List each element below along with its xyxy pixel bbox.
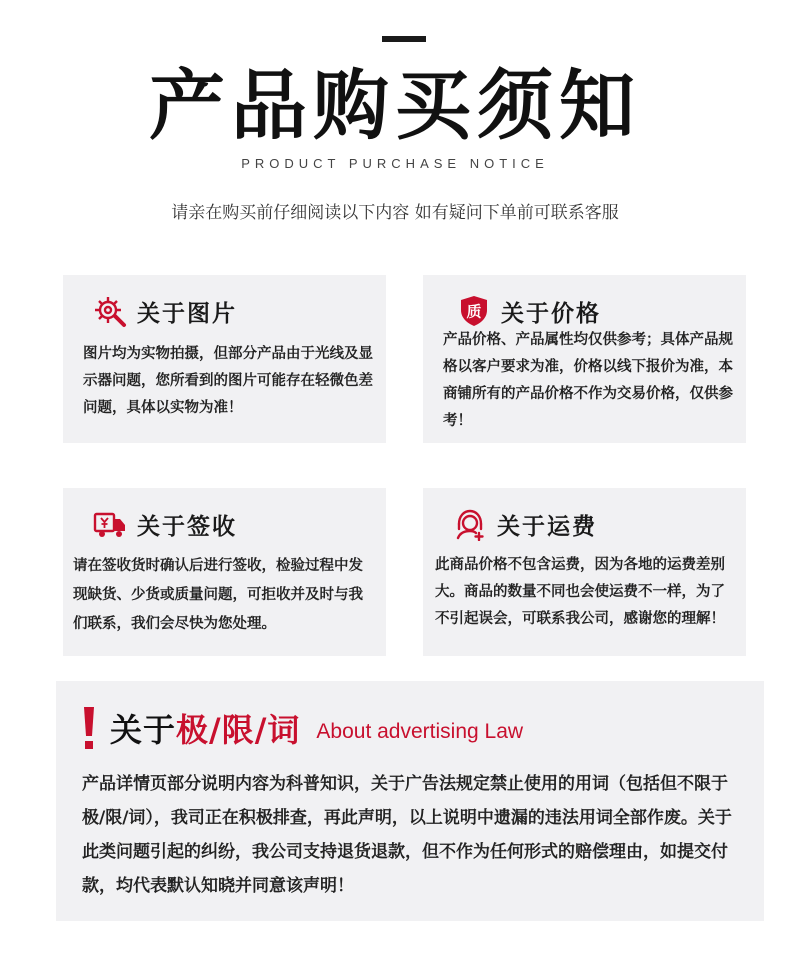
delivery-truck-icon — [93, 507, 127, 541]
card-about-signing — [63, 488, 386, 656]
card-body: 此商品价格不包含运费，因为各地的运费差别大。商品的数量不同也会使运费不一样，为了不引起误会，可联系我公司，感谢您的理解！ — [435, 557, 725, 627]
law-title-highlight: 极/限/词 — [176, 711, 301, 749]
card-title: 关于签收 — [137, 513, 237, 540]
card-about-shipping — [423, 488, 746, 656]
card-body: 产品价格、产品属性均仅供参考；具体产品规格以客户要求为准，价格以线下报价为准，本商铺所有的产品价格不作为交易价格，仅供参考！ — [443, 332, 733, 429]
card-title: 关于图片 — [137, 300, 237, 327]
intro-text: 请亲在购买前仔细阅读以下内容 如有疑问下单前可联系客服 — [171, 203, 619, 223]
law-title-prefix: 关于 — [110, 711, 177, 749]
law-header — [82, 705, 523, 751]
card-about-price — [423, 275, 746, 443]
card-header — [63, 506, 386, 542]
card-title: 关于运费 — [497, 513, 597, 540]
exclamation-icon — [82, 705, 96, 751]
card-title: 关于价格 — [501, 300, 601, 327]
card-header — [423, 506, 746, 542]
card-header — [423, 293, 746, 329]
page-subtitle: PRODUCT PURCHASE NOTICE — [241, 156, 549, 171]
support-agent-icon — [453, 507, 487, 541]
law-body: 产品详情页部分说明内容为科普知识，关于广告法规定禁止使用的用词（包括但不限于极/限/词），我司正在积极排查，再此声明，以上说明中遗漏的违法用词全部作废。关于此类问题引起的纠纷，我公司支持退货退款，但不作为任何形式的赔偿理由，如提交付款，均代表默认知晓并同意该声明！ — [82, 774, 732, 896]
card-body: 请在签收货时确认后进行签收，检验过程中发现缺货、少货或质量问题，可拒收并及时与我们联系，我们会尽快为您处理。 — [73, 558, 363, 632]
card-advertising-law — [56, 681, 764, 921]
card-body: 图片均为实物拍摄，但部分产品由于光线及显示器问题，您所看到的图片可能存在轻微色差问题，具体以实物为准！ — [83, 346, 373, 416]
gear-icon — [93, 294, 127, 328]
card-about-pictures — [63, 275, 386, 443]
card-header — [63, 293, 386, 329]
quality-badge-icon — [457, 294, 491, 328]
page-title: 产品购买须知 — [149, 61, 641, 150]
top-decorative-bar — [382, 36, 426, 42]
badge-text: 质 — [466, 302, 482, 321]
law-title-english: About advertising Law — [316, 720, 524, 743]
